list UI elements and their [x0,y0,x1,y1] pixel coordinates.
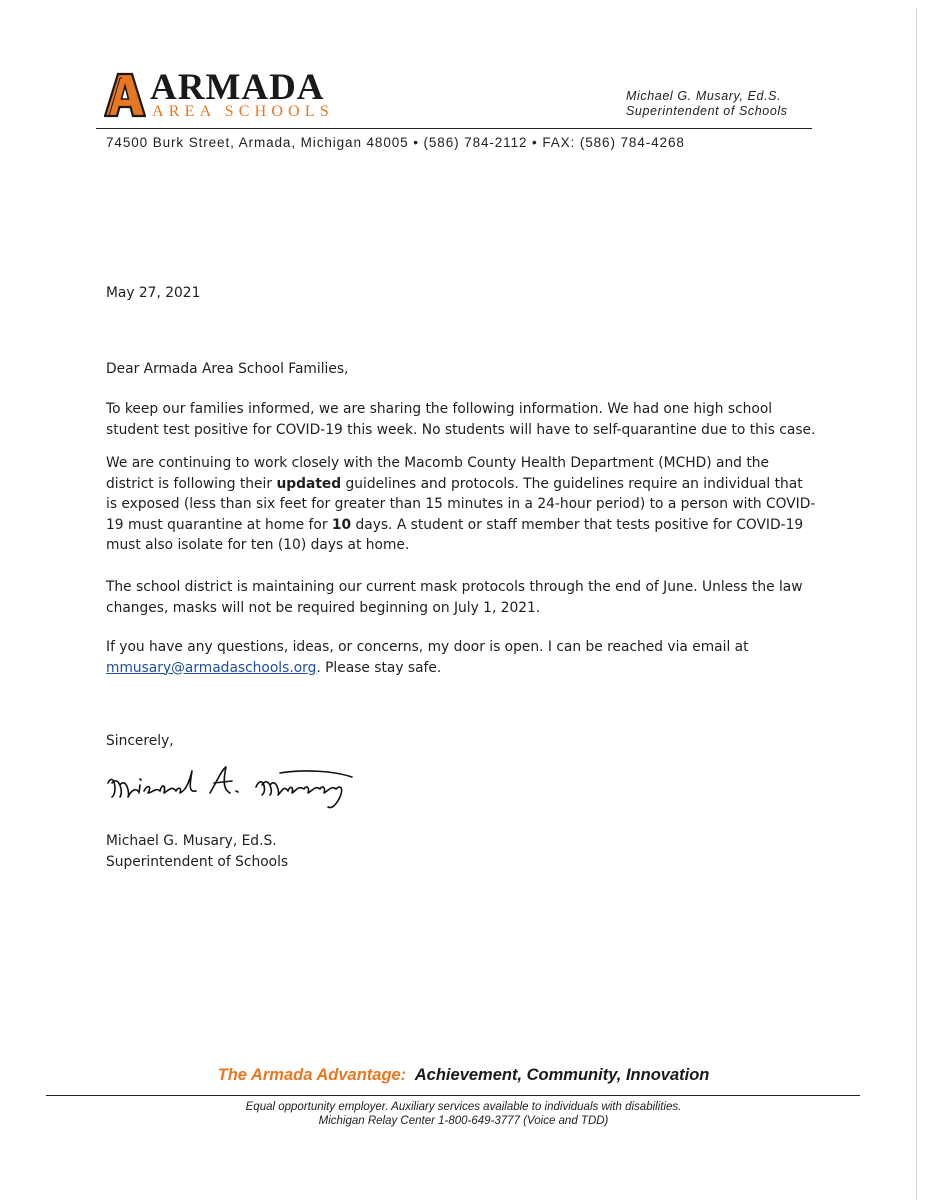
paragraph-mask-protocols: The school district is maintaining our current mask protocols through the end of June. Unless the law changes, masks will not be required beginning on July 1, 2021. [106,579,803,616]
contact-text-2: . Please stay safe. [316,659,442,676]
email-link[interactable]: mmusary@armadaschools.org [106,659,317,676]
superintendent-title: Superintendent of Schools [626,104,788,118]
logo-subtitle: AREA SCHOOLS [152,103,334,120]
district-address: 74500 Burk Street, Armada, Michigan 48005 • (586) 784-2112 • FAX: (586) 784-4268 [106,135,685,150]
logo-name: ARMADA [150,67,325,108]
guidelines-text-1: We are continuing to work closely with the Macomb County Health Department (MCHD) and the district is following their [106,455,769,492]
contact-text-1: If you have any questions, ideas, or concerns, my door is open. I can be reached via email at [106,639,749,655]
quarantine-days-emphasis: 10 [331,516,352,533]
header-divider [96,128,812,129]
district-motto [0,1066,927,1085]
motto-brand: The Armada Advantage: [217,1066,407,1084]
superintendent-block [626,89,788,119]
letter-date: May 27, 2021 [106,285,201,301]
footer-divider [46,1095,860,1096]
salutation: Dear Armada Area School Families, [106,361,349,377]
logo-letter-a-icon [104,72,146,118]
closing: Sincerely, [106,733,174,749]
page-edge [916,8,917,1200]
guidelines-text-2: guidelines and protocols. The guidelines require an individual that is exposed (less than six feet for greater than 15 minutes in a 24-hour period) to a person with COVID-19 must quarantine at home for [106,475,816,533]
paragraph-contact [106,637,818,678]
guidelines-text-3: days. A student or staff member that tests positive for COVID-19 must also isolate for ten (10) days at home. [106,516,804,553]
signer-title: Superintendent of Schools [106,854,289,870]
guidelines-updated-emphasis: updated [276,475,342,492]
paragraph-guidelines [106,453,818,556]
relay-center-line: Michigan Relay Center 1-800-649-3777 (Voice and TDD) [318,1115,609,1127]
paragraph-case-update: To keep our families informed, we are sharing the following information. We had one high school student test positive for COVID-19 this week. No students will have to self-quarantine due to this case. [106,401,816,438]
superintendent-name: Michael G. Musary, Ed.S. [626,89,782,103]
signer-name: Michael G. Musary, Ed.S. [106,833,277,849]
eeo-statement: Equal opportunity employer. Auxiliary services available to individuals with disabilities. [245,1101,682,1113]
motto-values: Achievement, Community, Innovation [414,1066,710,1084]
armada-logo [104,67,344,122]
handwritten-signature [104,763,364,811]
